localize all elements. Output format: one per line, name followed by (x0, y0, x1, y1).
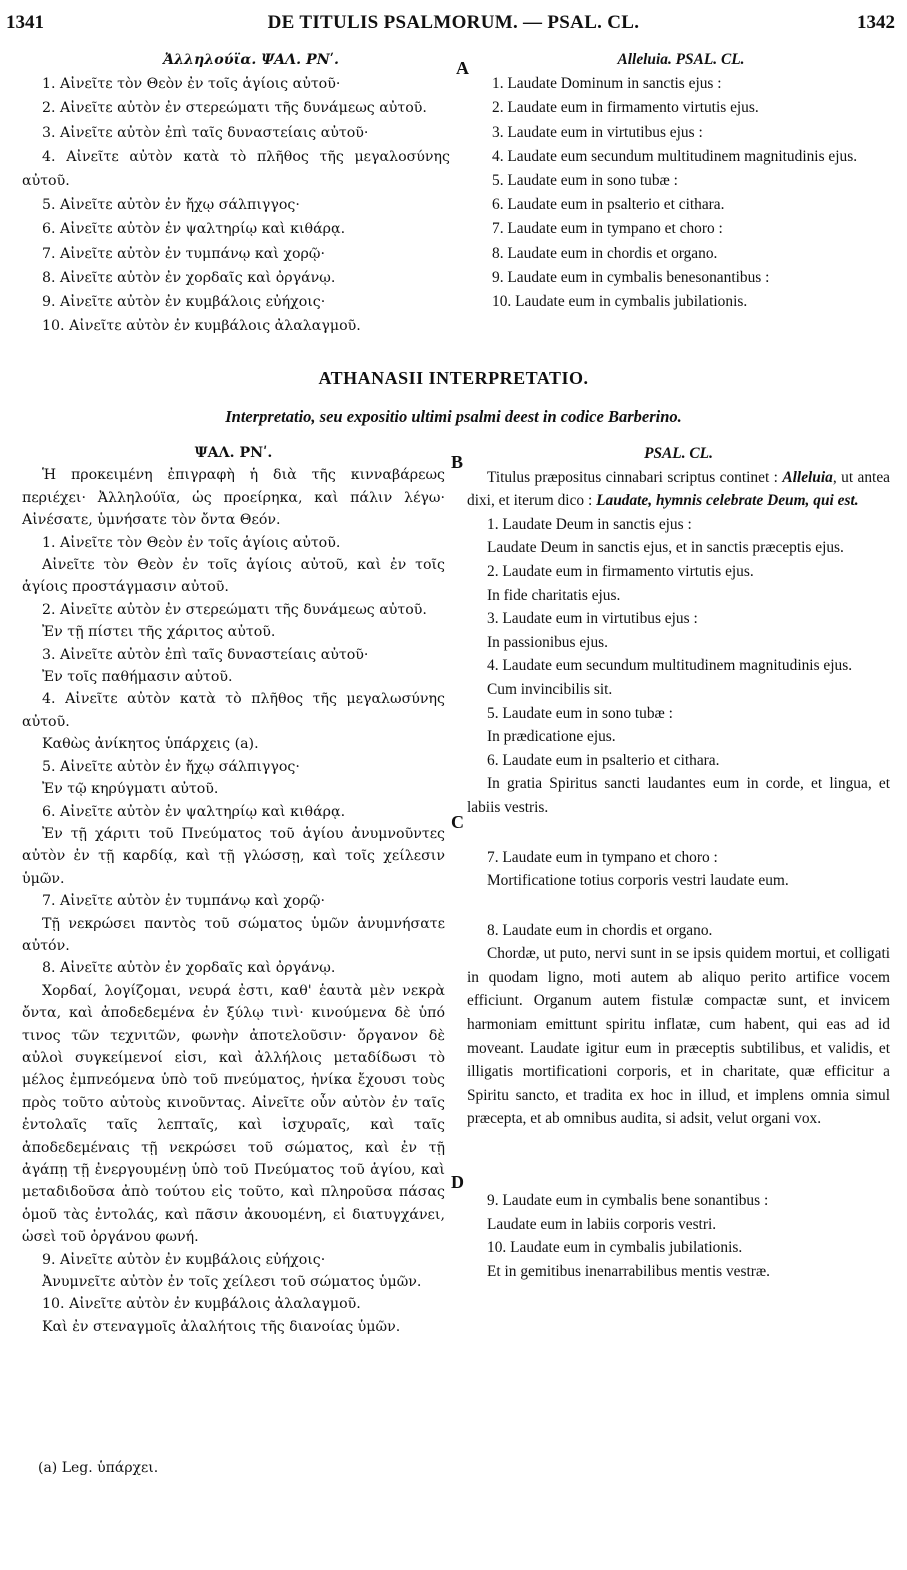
latin-paragraph: Chordæ, ut puto, nervi sunt in se ipsis quidem mortui, et colligati in quodam ligno, moti autem ab aliquo perito artifice vocem efficiunt. Organum autem fistulæ compactæ sunt, et invicem harmoniam emittunt spiritu inflatæ, cum habent, qui eas ad id moveant. Laudate igitur eum in præceptis subtilibus, et validis, et illigatis mortificationi corporis, et in charitate, quæ efficitur a Spiritu sancto, et tradita ex hoc in illud, et implens omnia simul præcepta, et ab omnibus audita, si adsit, velut organi vox. (467, 945, 890, 1128)
psalm-latin-verse: 4. Laudate eum secundum multitudinem magnitudinis ejus. (492, 147, 858, 165)
latin-intro-part: , ut antea dixi, et iterum dico : (467, 468, 890, 510)
psalm-greek-verse: 7. Αἰνεῖτε αὐτὸν ἐν τυμπάνῳ καὶ χορῷ· (42, 245, 325, 262)
psalm-greek-column (22, 48, 450, 338)
latin-paragraph: 1. Laudate Deum in sanctis ejus : (487, 515, 692, 533)
psalm-latin-verse: 9. Laudate eum in cymbalis benesonantibus : (492, 268, 770, 286)
psalm-latin-title: Alleluia. PSAL. CL. (617, 51, 745, 68)
psalm-latin-verse: 2. Laudate eum in firmamento virtutis ejus. (492, 99, 759, 117)
greek-paragraph: 8. Αἰνεῖτε αὐτὸν ἐν χορδαῖς καὶ ὀργάνῳ. (42, 960, 336, 977)
psalm-greek-verse: 9. Αἰνεῖτε αὐτὸν ἐν κυμβάλοις εὐήχοις· (42, 294, 326, 311)
commentary-greek-column (22, 442, 445, 1338)
latin-paragraph: Laudate Deum in sanctis ejus, et in sanctis præceptis ejus. (487, 539, 844, 557)
latin-paragraph: Mortificatione totius corporis vestri laudate eum. (487, 872, 789, 890)
commentary-latin-column (467, 442, 890, 1283)
psalm-greek-verse: 10. Αἰνεῖτε αὐτὸν ἐν κυμβάλοις ἀλαλαγμοῦ. (42, 318, 361, 335)
greek-paragraph: 3. Αἰνεῖτε αὐτὸν ἐπὶ ταῖς δυναστείαις αὐτοῦ· (42, 646, 369, 663)
latin-paragraph: 3. Laudate eum in virtutibus ejus : (487, 610, 698, 628)
psalm-greek-verse: 6. Αἰνεῖτε αὐτὸν ἐν ψαλτηρίῳ καὶ κιθάρᾳ. (42, 221, 346, 238)
running-title: DE TITULIS PSALMORUM. — PSAL. CL. (267, 12, 640, 33)
latin-paragraph: 10. Laudate eum in cymbalis jubilationis. (487, 1239, 743, 1257)
greek-paragraph: Καὶ ἐν στεναγμοῖς ἀλαλήτοις τῆς διανοίας ὑμῶν. (42, 1318, 401, 1335)
psalm-greek-verse: 4. Αἰνεῖτε αὐτὸν κατὰ τὸ πλῆθος τῆς μεγαλοσύνης αὐτοῦ. (22, 148, 450, 190)
psalm-greek-verse: 8. Αἰνεῖτε αὐτὸν ἐν χορδαῖς καὶ ὀργάνῳ. (42, 269, 336, 286)
greek-paragraph: Χορδαί, λογίζομαι, νευρά ἐστι, καθ' ἑαυτὰ μὲν νεκρὰ ὄντα, καὶ ἀποδεδεμένα ἐν ξύλῳ τινὶ· κινούμενα δὲ ὑπό τινος τῶν τεχνιτῶν, φωνὴν ἀποτελοῦσιν· ὄργανον δὲ αὐλοὶ συγκείμενοί εἰσι, καὶ ἀλλήλοις μεταδίδωσι τὸ μέλος ἐμπνεόμενα ὑπὸ τοῦ πνεύματος, ἡνίκα ἔχουσι τοὺς πρὸς τοῦτο αὐτοὺς κινοῦντας. Αἰνεῖτε οὖν αὐτὸν ἐν ταῖς ἐντολαῖς ταῖς λεπταῖς, καὶ ἰσχυραῖς, καὶ ταῖς ἀποδεδεμέναις τῇ νεκρώσει τοῦ σώματος, καὶ ἐν τῇ ἀγάπῃ τῇ ἐνεργουμένῃ ὑπὸ τοῦ Πνεύματος τοῦ ἁγίου, καὶ μεταδιδοῦσα ἀπὸ τούτου εἰς τοῦτο, καὶ πληροῦσα πάσας ὁμοῦ τὰς ἐντολάς, καὶ πᾶσιν ἀκουομένη, εἰ διατυγχάνει, ὡσεὶ τοῦ ὀργάνου φωνή. (22, 982, 445, 1246)
latin-intro-quote: Laudate, hymnis celebrate Deum, qui est. (596, 492, 859, 510)
greek-paragraph: Ἀνυμνεῖτε αὐτὸν ἐν τοῖς χείλεσι τοῦ σώματος ὑμῶν. (42, 1274, 422, 1291)
latin-paragraph: 6. Laudate eum in psalterio et cithara. (487, 751, 720, 769)
greek-paragraph: 5. Αἰνεῖτε αὐτὸν ἐν ἤχῳ σάλπιγγος· (42, 758, 300, 775)
commentary-latin-title: PSAL. CL. (644, 445, 713, 462)
latin-intro-part: Titulus præpositus cinnabari scriptus continet : (487, 468, 783, 486)
greek-paragraph: Ἡ προκειμένη ἐπιγραφὴ ἡ διὰ τῆς κινναβάρεως περιέχει· Ἀλληλούϊα, ὡς προείρηκα, καὶ πάλιν λέγω· Αἰνέσατε, ὑμνήσατε τὸν ὄντα Θεόν. (22, 467, 445, 529)
latin-intro (467, 466, 890, 513)
latin-paragraph: 9. Laudate eum in cymbalis bene sonantibus : (487, 1192, 769, 1210)
latin-intro-alleluia: Alleluia (782, 468, 833, 486)
psalm-latin-verse: 1. Laudate Dominum in sanctis ejus : (492, 75, 722, 93)
psalm-greek-verse: 5. Αἰνεῖτε αὐτὸν ἐν ἤχῳ σάλπιγγος· (42, 197, 300, 214)
latin-paragraph: 5. Laudate eum in sono tubæ : (487, 704, 673, 722)
psalm-greek-verse: 1. Αἰνεῖτε τὸν Θεὸν ἐν τοῖς ἁγίοις αὐτοῦ· (42, 76, 341, 93)
psalm-latin-column (472, 48, 890, 314)
psalm-latin-verse: 6. Laudate eum in psalterio et cithara. (492, 196, 725, 214)
psalm-latin-verse: 7. Laudate eum in tympano et choro : (492, 220, 723, 238)
latin-paragraph: 4. Laudate eum secundum multitudinem magnitudinis ejus. (487, 657, 853, 675)
psalm-latin-verse: 5. Laudate eum in sono tubæ : (492, 172, 678, 190)
greek-paragraph: Ἐν τῇ πίστει τῆς χάριτος αὐτοῦ. (42, 624, 276, 641)
latin-paragraph: In fide charitatis ejus. (487, 586, 621, 604)
section-note: Interpretatio, seu expositio ultimi psalmi deest in codice Barberino. (225, 407, 682, 426)
latin-paragraph: In prædicatione ejus. (487, 728, 616, 746)
greek-paragraph: 9. Αἰνεῖτε αὐτὸν ἐν κυμβάλοις εὐήχοις· (42, 1251, 326, 1268)
margin-marker-c: C (451, 812, 464, 832)
greek-paragraph: Τῇ νεκρώσει παντὸς τοῦ σώματος ὑμῶν ἀνυμνήσατε αὐτόν. (22, 915, 445, 954)
margin-marker-d: D (451, 1172, 464, 1192)
latin-paragraph: In passionibus ejus. (487, 633, 608, 651)
latin-paragraph: 7. Laudate eum in tympano et choro : (487, 848, 718, 866)
greek-paragraph: Αἰνεῖτε τὸν Θεὸν ἐν τοῖς ἁγίοις αὐτοῦ, καὶ ἐν τοῖς ἁγίοις προστάγμασιν αὐτοῦ. (22, 557, 445, 596)
psalm-greek-verse: 3. Αἰνεῖτε αὐτὸν ἐπὶ ταῖς δυναστείαις αὐτοῦ· (42, 124, 369, 141)
page-number-left: 1341 (6, 12, 44, 33)
greek-paragraph: Ἐν τοῖς παθήμασιν αὐτοῦ. (42, 669, 233, 686)
greek-paragraph: Ἐν τῇ χάριτι τοῦ Πνεύματος τοῦ ἁγίου ἀνυμνοῦντες αὐτὸν ἐν τῇ καρδίᾳ, καὶ τῇ γλώσσῃ, καὶ τοῖς χείλεσιν ὑμῶν. (22, 825, 445, 887)
section-title: ATHANASII INTERPRETATIO. (318, 368, 589, 388)
margin-marker-a: A (456, 58, 469, 78)
greek-paragraph: 4. Αἰνεῖτε αὐτὸν κατὰ τὸ πλῆθος τῆς μεγαλωσύνης αὐτοῦ. (22, 691, 445, 730)
greek-paragraph: Καθὼς ἀνίκητος ὑπάρχεις (a). (42, 736, 259, 753)
latin-paragraph: Cum invincibilis sit. (487, 680, 613, 698)
psalm-latin-verse: 10. Laudate eum in cymbalis jubilationis. (492, 293, 748, 311)
greek-paragraph: 10. Αἰνεῖτε αὐτὸν ἐν κυμβάλοις ἀλαλαγμοῦ. (42, 1296, 361, 1313)
page-number-right: 1342 (857, 12, 895, 33)
footnote: (a) Leg. ὑπάρχει. (38, 1460, 159, 1476)
latin-paragraph: 8. Laudate eum in chordis et organo. (487, 921, 713, 939)
psalm-greek-verse: 2. Αἰνεῖτε αὐτὸν ἐν στερεώματι τῆς δυνάμεως αὐτοῦ. (42, 100, 427, 117)
latin-paragraph: 2. Laudate eum in firmamento virtutis ejus. (487, 562, 754, 580)
psalm-latin-verse: 3. Laudate eum in virtutibus ejus : (492, 123, 703, 141)
commentary-greek-title: ΨΑΛ. ΡΝʹ. (194, 445, 273, 461)
psalm-greek-title: Ἀλληλούϊα. ΨΑΛ. ΡΝʹ. (163, 52, 339, 68)
psalm-latin-verse: 8. Laudate eum in chordis et organo. (492, 244, 718, 262)
greek-paragraph: 1. Αἰνεῖτε τὸν Θεὸν ἐν τοῖς ἁγίοις αὐτοῦ. (42, 534, 341, 551)
greek-paragraph: 2. Αἰνεῖτε αὐτὸν ἐν στερεώματι τῆς δυνάμεως αὐτοῦ. (42, 601, 427, 618)
latin-paragraph: Laudate eum in labiis corporis vestri. (487, 1215, 717, 1233)
greek-paragraph: Ἐν τῷ κηρύγματι αὐτοῦ. (42, 781, 219, 798)
latin-paragraph: Et in gemitibus inenarrabilibus mentis vestræ. (487, 1262, 770, 1280)
greek-paragraph: 6. Αἰνεῖτε αὐτὸν ἐν ψαλτηρίῳ καὶ κιθάρᾳ. (42, 803, 346, 820)
latin-paragraph: In gratia Spiritus sancti laudantes eum in corde, et lingua, et labiis vestris. (467, 775, 890, 816)
margin-marker-b: B (451, 452, 464, 472)
greek-paragraph: 7. Αἰνεῖτε αὐτὸν ἐν τυμπάνῳ καὶ χορῷ· (42, 893, 325, 910)
